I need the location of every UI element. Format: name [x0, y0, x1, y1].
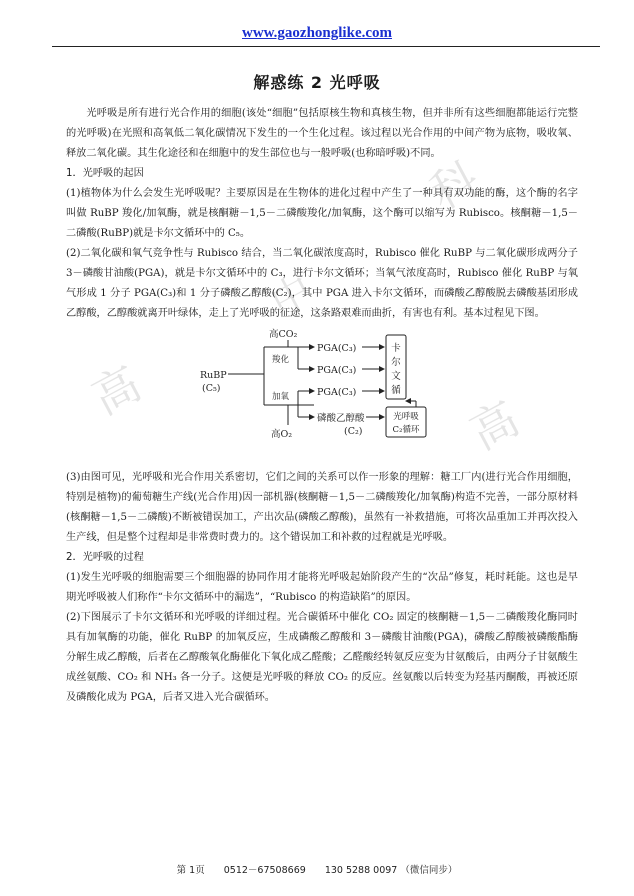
photorespiration-box-label: 光呼吸: [393, 412, 419, 422]
high-o2-label: 高O₂: [271, 429, 293, 440]
oxygenation-label: 加氧: [272, 392, 290, 402]
watermark-char: 科: [421, 151, 488, 221]
intro-paragraph: 光呼吸是所有进行光合作用的细胞(该处“细胞”包括原核生物和真核生物，但并非所有这些细胞都能运行完整的光呼吸)在光照和高氧低二氧化碳情况下发生的一个生化过程。该过程以光合作用的中间产物为底物，吸收氧、释放二氧化碳。其生化途径和在细胞中的发生部位也与一般呼吸(也称暗呼吸)不同。: [66, 108, 578, 159]
section-1-paragraph-1: (1)植物体为什么会发生光呼吸呢？主要原因是在生物体的进化过程中产生了一种具有双功能的酶，这个酶的名字叫做 RuBP 羧化/加氧酶，就是核酮糖－1,5－二磷酸羧化/加氧酶，这个酶可以缩写为 Rubisco。核酮糖－1,5－二磷酸(RuBP)就是卡尔文循环中的 C₅。: [66, 188, 578, 239]
pga-2-label: PGA(C₃): [317, 365, 357, 376]
page-footer: [0, 862, 634, 876]
pga-1-label: PGA(C₃): [317, 343, 357, 354]
calvin-char-1: 卡: [391, 343, 401, 354]
high-co2-label: 高CO₂: [269, 329, 298, 340]
section-1-paragraph-2: (2)二氧化碳和氧气竞争性与 Rubisco 结合，当二氧化碳浓度高时，Rubisco 催化 RuBP 与二氧化碳形成两分子 3－磷酸甘油酸(PGA)，就是卡尔文循环中的 C₃，进行卡尔文循环；当氧气浓度高时，Rubisco 催化 RuBP 与氧气形成 1 分子 PGA(C₃)和 1 分子磷酸乙醇酸(C₂)，其中 PGA 进入卡尔文循环，而磷酸乙醇酸脱去磷酸基团形成乙醇酸，乙醇酸就离开叶绿体，走上了光呼吸的征途，这条路艰难而曲折，有害也有利。基本过程见下图。: [66, 248, 578, 319]
footer-phone: 0512－67508669: [223, 865, 306, 876]
carboxylation-label: 羧化: [272, 355, 290, 365]
calvin-char-4: 循: [391, 385, 401, 396]
photorespiration-diagram: [66, 327, 578, 465]
section-2-paragraph-2: (2)下图展示了卡尔文循环和光呼吸的详细过程。光合碳循环中催化 CO₂ 固定的核酮糖－1,5－二磷酸羧化酶同时具有加氧酶的功能，催化 RuBP 的加氧反应，生成磷酸乙醇酸和 3－磷酸甘油酸(PGA)，磷酸乙醇酸被磷酸酯酶分解生成乙醇酸，后者在乙醇酸氧化酶催化下氧化成乙醛酸；乙醛酸经转氨反应变为甘氨酸后，由两分子甘氨酸生成丝氨酸、CO₂ 和 NH₃ 各一分子。这便是光呼吸的释放 CO₂ 的反应。丝氨酸以后转变为羟基丙酮酸，再被还原及磷酸化成为 PGA，后者又进入光合碳循环。: [66, 612, 578, 703]
site-url-link[interactable]: www.gaozhonglike.com: [242, 25, 392, 41]
page-title: 解惑练 2 光呼吸: [253, 73, 381, 92]
watermark-char: 高: [461, 391, 528, 461]
section-1-heading: 1．光呼吸的起因: [66, 168, 144, 179]
section-2-heading: 2．光呼吸的过程: [66, 552, 144, 563]
phosphoglycolate-label: 磷酸乙醇酸: [317, 413, 365, 424]
section-2-paragraph-1: (1)发生光呼吸的细胞需要三个细胞器的协同作用才能将光呼吸起始阶段产生的“次品”修复，耗时耗能。这也是早期光呼吸被人们称作“卡尔文循环中的漏选”，“Rubisco 的构造缺陷”的原因。: [66, 572, 578, 603]
c2-cycle-box-label: C₂循环: [392, 425, 420, 435]
pga-3-label: PGA(C₃): [317, 387, 357, 398]
rubp-label: RuBP: [200, 370, 227, 381]
header-divider: [52, 46, 600, 47]
watermark-char: 中: [263, 266, 321, 327]
watermark-char: 高: [83, 356, 150, 426]
c2-label: (C₂): [344, 426, 363, 437]
calvin-char-2: 尔: [391, 357, 401, 368]
document-body: [66, 104, 578, 708]
rubp-c5-label: (C₅): [202, 383, 221, 394]
diagram-svg: [66, 327, 578, 465]
page-number: 第 1页: [176, 865, 205, 876]
section-1-paragraph-3: (3)由图可见，光呼吸和光合作用关系密切，它们之间的关系可以作一形象的理解：糖工厂内(进行光合作用细胞，特别是植物)的葡萄糖生产线(光合作用)因一部机器(核酮糖－1,5－二磷酸羧化/加氧酶)构造不完善，一部分原材料(核酮糖－1,5－二磷酸)不断被错误加工，产出次品(磷酸乙醇酸)，虽然有一补救措施，可将次品重加工并再次投入生产线，但是整个过程却是非常费时费力的。这个错误加工和补救的过程就是光呼吸。: [66, 472, 578, 543]
footer-mobile: 130 5288 0097 （微信同步）: [324, 865, 458, 876]
calvin-char-3: 文: [391, 371, 401, 382]
